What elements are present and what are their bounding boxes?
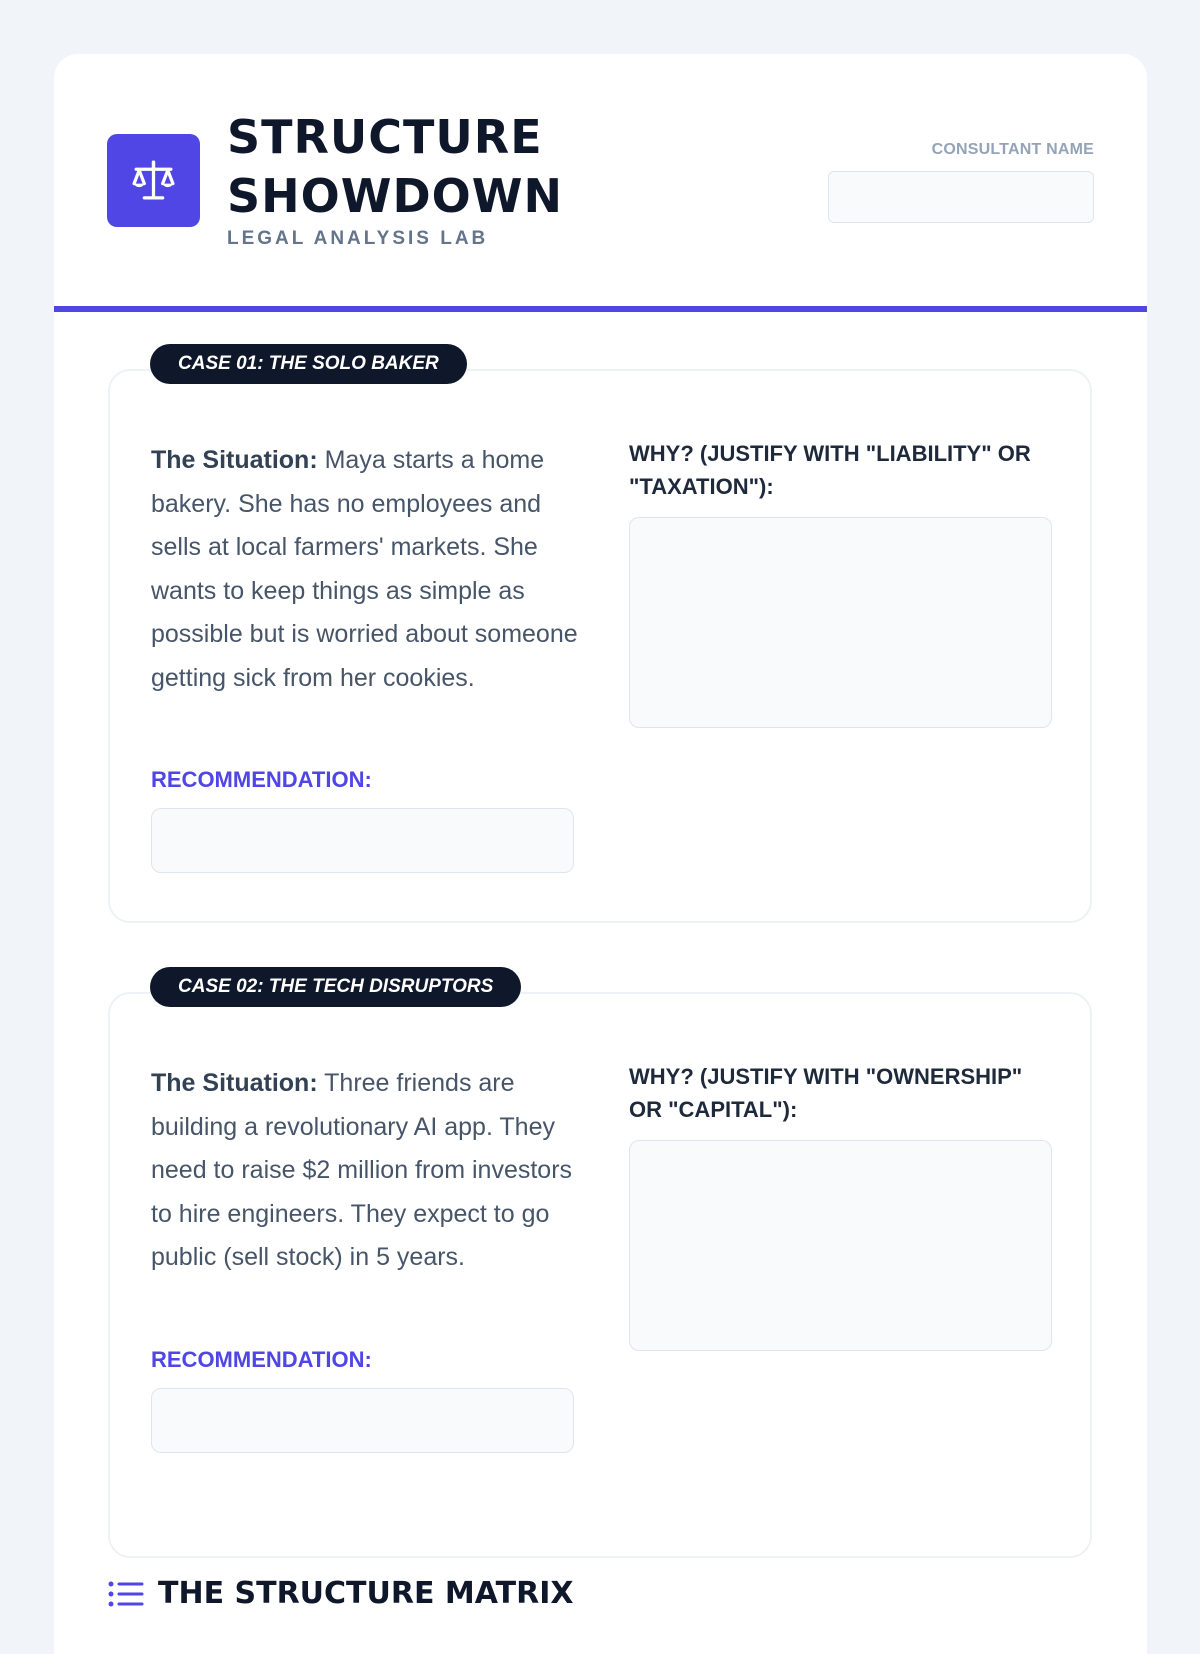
case-card-2 bbox=[108, 992, 1092, 1558]
case-2-situation-label: The Situation: bbox=[151, 1069, 318, 1097]
title-line-2: SHOWDOWN bbox=[227, 169, 563, 223]
case-2-situation bbox=[151, 1062, 581, 1280]
structure-matrix-title: THE STRUCTURE MATRIX bbox=[158, 1576, 574, 1611]
case-2-situation-text: Three friends are building a revolutionary AI app. They need to raise $2 million from investors to hire engineers. They expect to go public (sell stock) in 5 years. bbox=[151, 1069, 573, 1271]
case-1-recommendation-label: RECOMMENDATION: bbox=[151, 767, 372, 792]
case-1-situation-label: The Situation: bbox=[151, 446, 318, 474]
title-line-1: STRUCTURE bbox=[227, 110, 543, 164]
case-card-1 bbox=[108, 369, 1092, 923]
header-divider bbox=[54, 306, 1147, 312]
worksheet bbox=[54, 54, 1147, 1654]
case-2-why-label: WHY? (JUSTIFY WITH "OWNERSHIP" OR "CAPITAL"): bbox=[629, 1064, 1023, 1122]
scales-icon bbox=[129, 156, 178, 205]
list-icon bbox=[108, 1579, 144, 1609]
case-1-why-textarea[interactable] bbox=[629, 517, 1052, 728]
case-1-situation-text: Maya starts a home bakery. She has no employees and sells at local farmers' markets. She wants to keep things as simple as possible but is worried about someone getting sick from her cookies. bbox=[151, 446, 578, 692]
structure-matrix-heading bbox=[108, 1576, 574, 1611]
consultant-name-label: CONSULTANT NAME bbox=[931, 141, 1094, 158]
case-1-why-label: WHY? (JUSTIFY WITH "LIABILITY" OR "TAXATION"): bbox=[629, 441, 1031, 499]
consultant-name-input[interactable] bbox=[828, 171, 1094, 223]
case-1-situation bbox=[151, 439, 581, 700]
case-1-recommendation-input[interactable] bbox=[151, 808, 574, 873]
page-title bbox=[227, 108, 563, 226]
case-2-tag: CASE 02: THE TECH DISRUPTORS bbox=[150, 967, 521, 1007]
case-2-why-textarea[interactable] bbox=[629, 1140, 1052, 1351]
logo bbox=[107, 134, 200, 227]
case-2-recommendation-label: RECOMMENDATION: bbox=[151, 1347, 372, 1372]
page-subtitle: LEGAL ANALYSIS LAB bbox=[227, 228, 489, 249]
case-2-recommendation-input[interactable] bbox=[151, 1388, 574, 1453]
header bbox=[54, 54, 1147, 310]
case-1-tag: CASE 01: THE SOLO BAKER bbox=[150, 344, 467, 384]
